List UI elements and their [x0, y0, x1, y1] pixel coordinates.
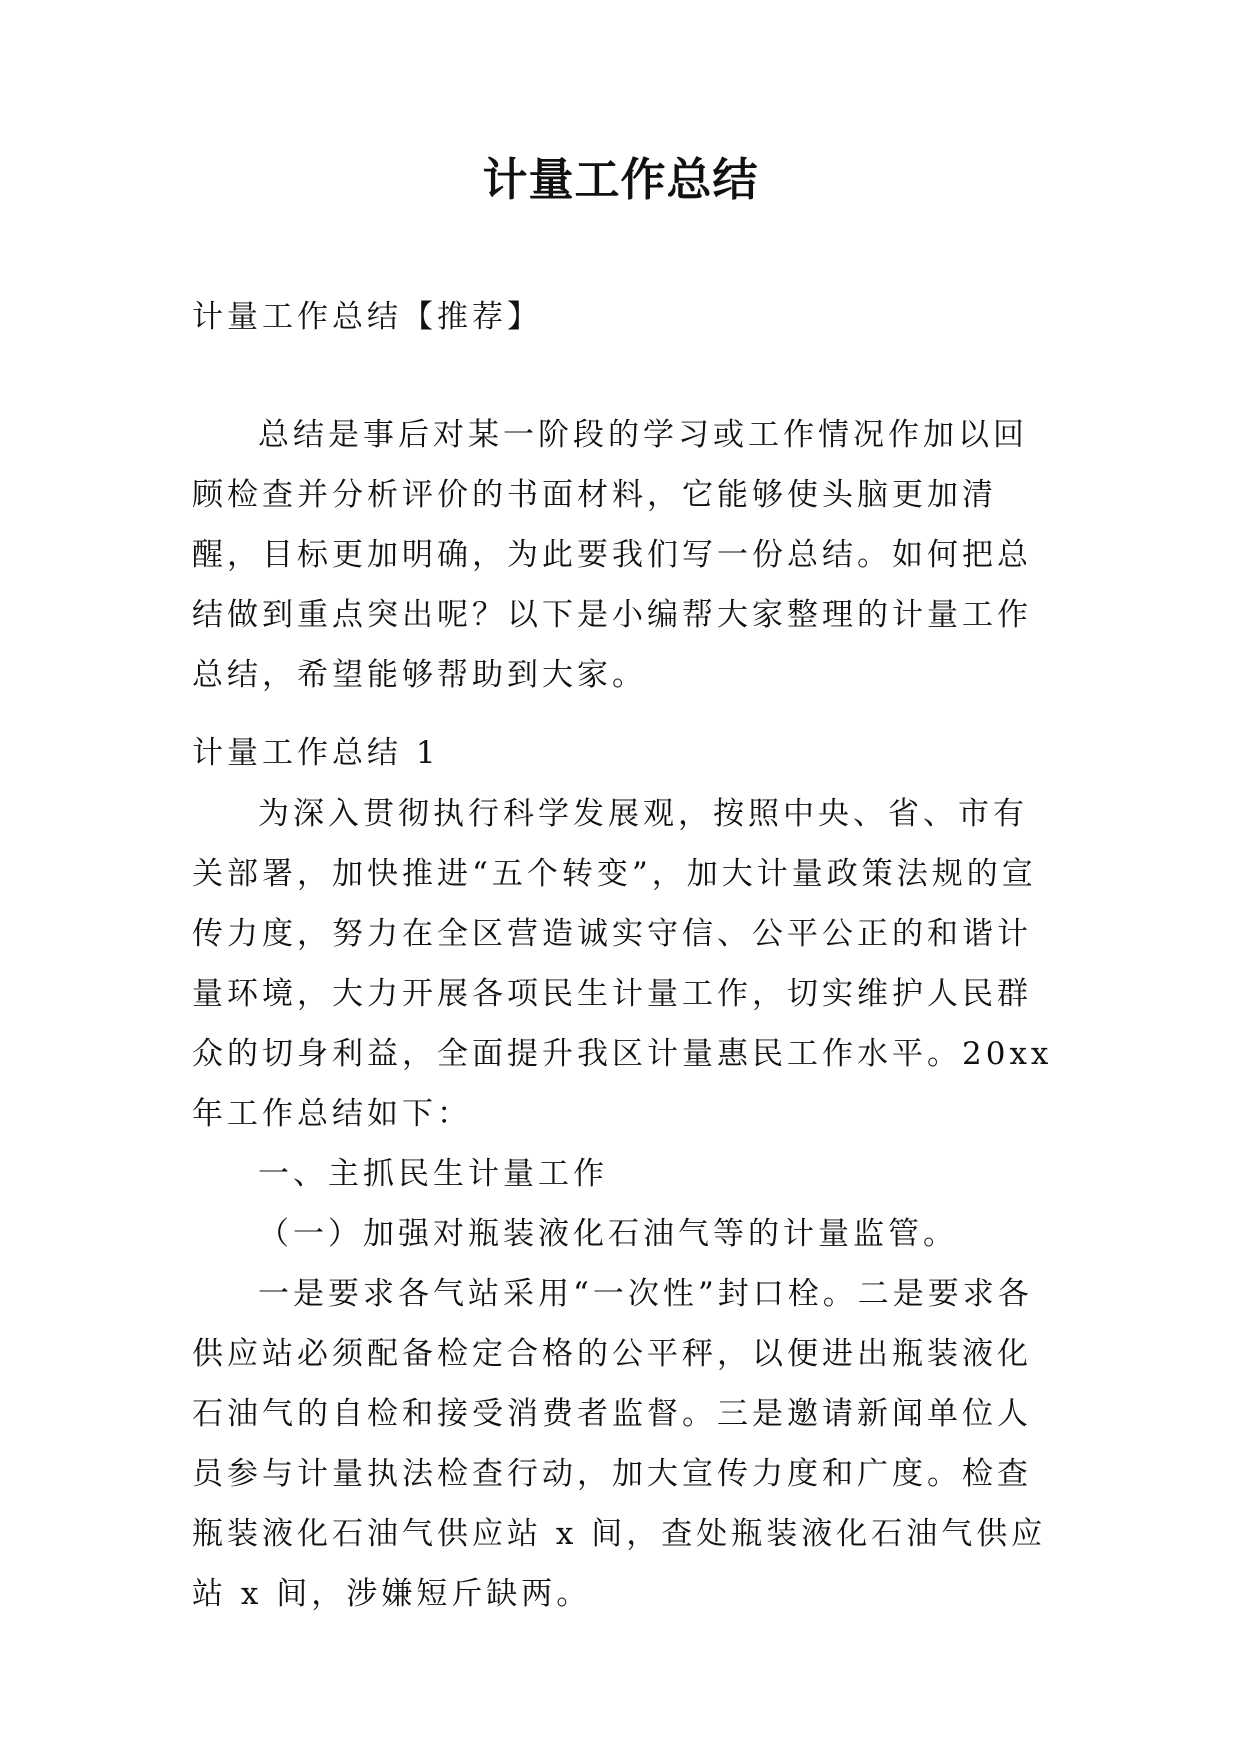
section-subheading: （一）加强对瓶装液化石油气等的计量监管。	[258, 1216, 958, 1252]
section-body	[192, 784, 1062, 1624]
document-subtitle: 计量工作总结【推荐】	[192, 299, 542, 335]
section-paragraph: 为深入贯彻执行科学发展观，按照中央、省、市有关部署，加快推进“五个转变”，加大计量政策法规的宣传力度，努力在全区营造诚实守信、公平公正的和谐计量环境，大力开展各项民生计量工作，切实维护人民群众的切身利益，全面提升我区计量惠民工作水平。20xx 年工作总结如下：	[192, 796, 1053, 1132]
section-heading: 计量工作总结 1	[192, 735, 440, 771]
document-title: 计量工作总结	[482, 153, 759, 206]
section-paragraph: 一是要求各气站采用“一次性”封口栓。二是要求各供应站必须配备检定合格的公平秤，以便进出瓶装液化石油气的自检和接受消费者监督。三是邀请新闻单位人员参与计量执法检查行动，加大宣传力度和广度。检查瓶装液化石油气供应站 x 间，查处瓶装液化石油气供应站 x 间，涉嫌短斤缺两。	[192, 1276, 1047, 1612]
intro-paragraph: 总结是事后对某一阶段的学习或工作情况作加以回顾检查并分析评价的书面材料，它能够使头脑更加清醒，目标更加明确，为此要我们写一份总结。如何把总结做到重点突出呢？以下是小编帮大家整理的计量工作总结，希望能够帮助到大家。	[192, 417, 1032, 693]
section-subheading: 一、主抓民生计量工作	[258, 1156, 608, 1192]
